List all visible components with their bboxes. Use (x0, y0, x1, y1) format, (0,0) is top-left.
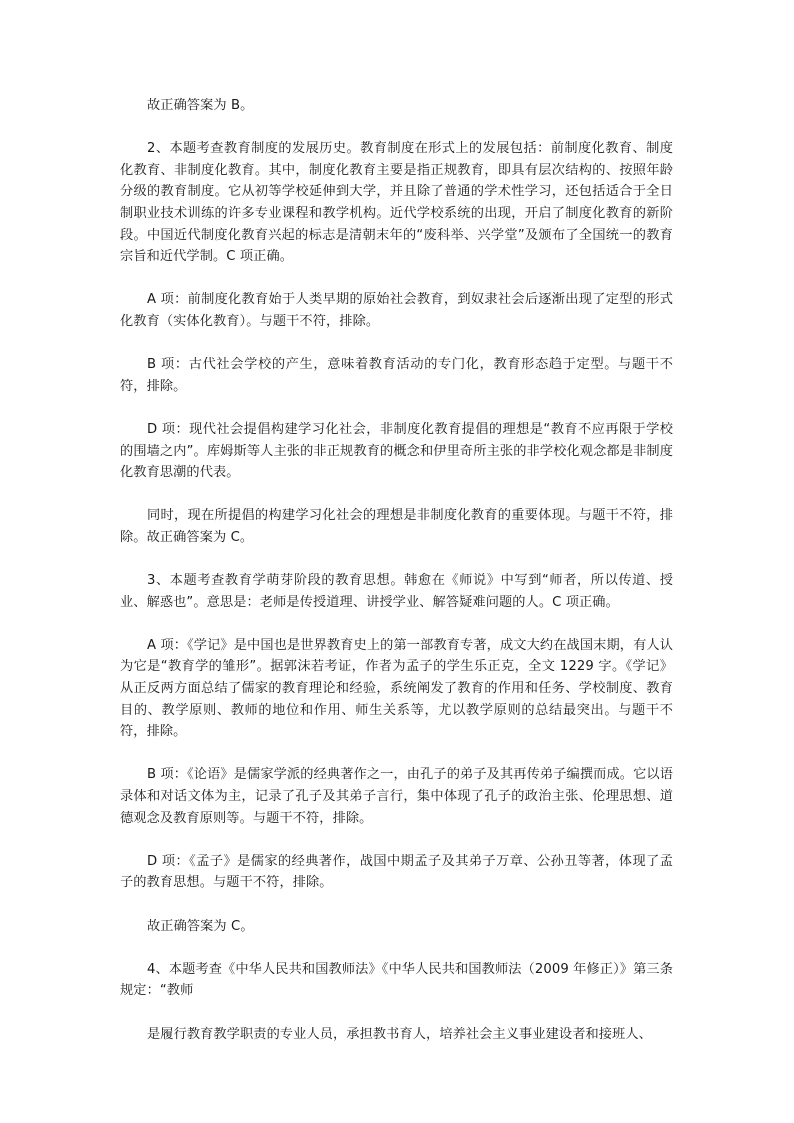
document-page (120, 95, 673, 1067)
explanation-paragraph-q4: 4、本题考查《中华人民共和国教师法》《中华人民共和国教师法（2009 年修正）》第三条规定：“教师 (120, 961, 673, 999)
option-d-paragraph-q3: D 项：《孟子》是儒家的经典著作，战国中期孟子及其弟子万章、公孙丑等著，体现了孟子的教育思想。与题干不符，排除。 (120, 853, 673, 891)
answer-paragraph-q3: 故正确答案为 C。 (147, 918, 254, 934)
option-b-paragraph-q3: B 项：《论语》是儒家学派的经典著作之一，由孔子的弟子及其再传弟子编撰而成。它以语录体和对话文体为主，记录了孔子及其弟子言行，集中体现了孔子的政治主张、伦理思想、道德观念及教育原则等。与题干不符，排除。 (120, 767, 673, 826)
option-a-paragraph-q2: A 项：前制度化教育始于人类早期的原始社会教育，到奴隶社会后逐渐出现了定型的形式化教育（实体化教育）。与题干不符，排除。 (120, 292, 673, 329)
answer-paragraph-q1: 故正确答案为 B。 (147, 98, 254, 113)
continuation-paragraph-q4: 是履行教育教学职责的专业人员，承担教书育人，培养社会主义事业建设者和接班人、 (147, 1026, 652, 1042)
explanation-paragraph-q3: 3、本题考查教育学萌芽阶段的教育思想。韩愈在《师说》中写到“师者，所以传道、授业、解惑也”。意思是：老师是传授道理、讲授学业、解答疑难问题的人。C 项正确。 (120, 573, 673, 610)
answer-paragraph-q2: 同时，现在所提倡的构建学习化社会的理想是非制度化教育的重要体现。与题干不符，排除。故正确答案为 C。 (120, 508, 673, 545)
option-d-paragraph-q2: D 项：现代社会提倡构建学习化社会，非制度化教育提倡的理想是“教育不应再限于学校的围墙之内”。库姆斯等人主张的非正规教育的概念和伊里奇所主张的非学校化观念都是非制度化教育思潮的代表。 (120, 421, 673, 481)
option-b-paragraph-q2: B 项：古代社会学校的产生，意味着教育活动的专门化，教育形态趋于定型。与题干不符，排除。 (120, 357, 673, 394)
option-a-paragraph-q3: A 项：《学记》是中国也是世界教育史上的第一部教育专著，成文大约在战国末期，有人认为它是“教育学的雏形”。据郭沫若考证，作者为孟子的学生乐正克，全文 1229 字。《学记》从正反两方面总结了儒家的教育理论和经验，系统阐发了教育的作用和任务、学校制度、教育目的、教学原则、教师的地位和作用、师生关系等，尤以教学原则的总结最突出。与题干不符，排除。 (120, 637, 673, 740)
explanation-paragraph-q2: 2、本题考查教育制度的发展历史。教育制度在形式上的发展包括：前制度化教育、制度化教育、非制度化教育。其中，制度化教育主要是指正规教育，即具有层次结构的、按照年龄分级的教育制度。它从初等学校延伸到大学，并且除了普通的学术性学习，还包括适合于全日制职业技术训练的许多专业课程和教学机构。近代学校系统的出现，开启了制度化教育的新阶段。中国近代制度化教育兴起的标志是清朝末年的“废科举、兴学堂”及颁布了全国统一的教育宗旨和近代学制。C 项正确。 (120, 141, 673, 265)
